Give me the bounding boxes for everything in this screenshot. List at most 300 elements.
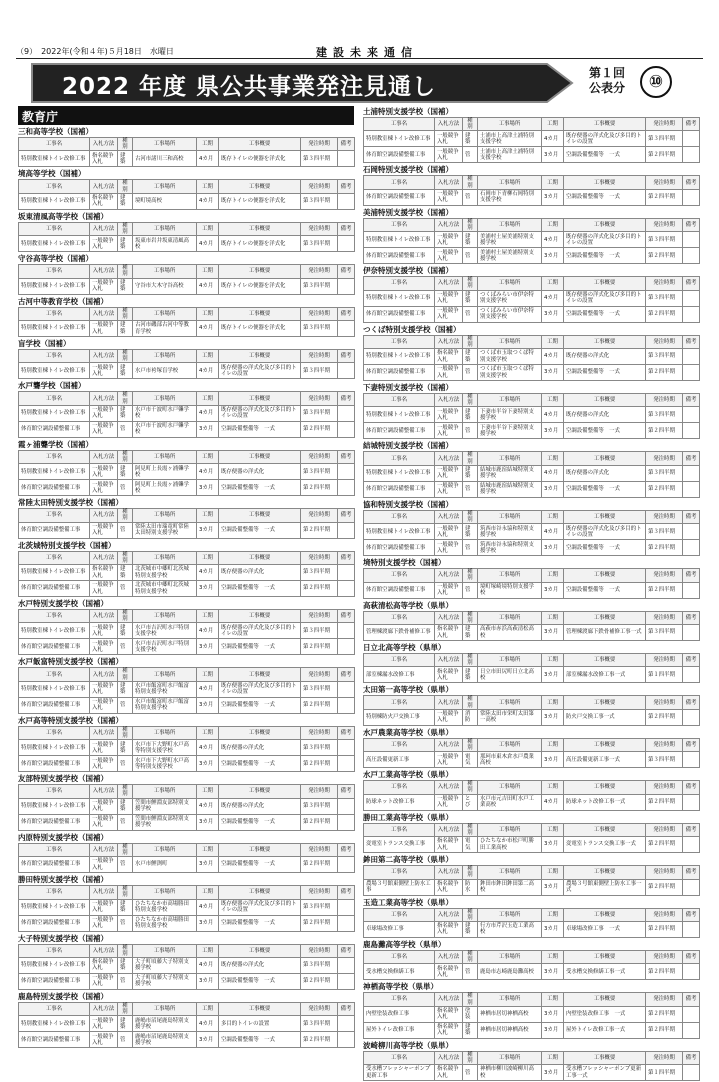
column-header: 備考 (683, 866, 700, 879)
column-header: 工期 (197, 138, 219, 151)
table-cell (338, 193, 355, 209)
column-header: 工事名 (19, 668, 90, 681)
column-header: 入札方法 (90, 307, 118, 320)
column-header: 発注時期 (301, 668, 338, 681)
column-header: 備考 (683, 654, 700, 667)
table-cell (683, 540, 700, 556)
column-header: 工事場所 (133, 450, 197, 463)
table-cell: 第３四半期 (301, 957, 338, 973)
table-cell: 一般競争入札 (90, 464, 118, 480)
table-cell: 4カ月 (542, 794, 564, 810)
table-cell: 第２四半期 (301, 581, 338, 597)
table-header-row (19, 843, 355, 856)
table-cell (683, 879, 700, 895)
table-cell: 管 (118, 581, 133, 597)
table-cell: 第２四半期 (301, 756, 338, 772)
table-cell (683, 481, 700, 497)
table-row (364, 189, 700, 205)
column-header: 備考 (338, 886, 355, 899)
table-cell: 3カ月 (542, 189, 564, 205)
table-cell: 下妻市半谷下妻特別支援学校 (478, 407, 542, 423)
column-header: 工事概要 (564, 866, 646, 879)
table-cell: 一般競争入札 (90, 1032, 118, 1048)
table-cell: つくばみらい市伊奈特別支援学校 (478, 306, 542, 322)
column-header: 備考 (338, 350, 355, 363)
column-header: 種別 (463, 781, 478, 794)
table-row (364, 837, 700, 853)
column-header: 備考 (683, 611, 700, 624)
column-header: 発注時期 (646, 569, 683, 582)
column-header: 種別 (463, 335, 478, 348)
table-cell (338, 973, 355, 989)
table-cell: 4カ月 (542, 232, 564, 248)
column-header: 発注時期 (646, 277, 683, 290)
table-cell: 一般競争入札 (90, 321, 118, 337)
column-header: 工事場所 (478, 510, 542, 523)
table-cell: 既存便器の洋式化及び多目的トイレの設置 (219, 363, 301, 379)
table-cell: 既存トイレの便器を洋式化 (219, 151, 301, 167)
school-heading: 協和特別支援学校（国補） (363, 499, 453, 509)
table-cell: 建築 (463, 465, 478, 481)
column-header: 工期 (542, 452, 564, 465)
table-cell: 空調設備整備等 一式 (564, 423, 646, 439)
table-row (19, 1016, 355, 1032)
table-cell: 第２四半期 (646, 189, 683, 205)
table-cell: 部室棟漏水改修工事一式 (564, 667, 646, 683)
table-cell: 一般競争入札 (90, 581, 118, 597)
table-cell: 常陸太田市瑞竜町常陸太田特別支援学校 (133, 522, 197, 538)
project-table (363, 865, 700, 895)
table-cell (338, 278, 355, 294)
column-header: 工事概要 (564, 510, 646, 523)
column-header: 工事概要 (219, 307, 301, 320)
table-cell: 空調設備整備等 一式 (219, 814, 301, 830)
issue-box (578, 64, 702, 102)
table-cell: 建築 (463, 232, 478, 248)
table-cell: 空調設備整備等 一式 (219, 639, 301, 655)
column-header: 入札方法 (90, 138, 118, 151)
column-header: 工期 (542, 176, 564, 189)
table-cell: 3カ月 (542, 837, 564, 853)
column-header: 種別 (118, 307, 133, 320)
table-cell: 受水槽フレッシャーポンプ更新工事 (364, 1065, 435, 1081)
table-cell: 第２四半期 (646, 582, 683, 598)
school-heading: 水戸聾学校（国補） (18, 381, 86, 391)
right-column (363, 106, 699, 1082)
school-heading: 神栖高等学校（県単） (363, 982, 438, 992)
table-cell: 一般競争入札 (90, 756, 118, 772)
school-heading: 三和高等学校（国補） (18, 127, 93, 136)
table-cell: 第１四半期 (646, 667, 683, 683)
column-header: 工期 (542, 569, 564, 582)
table-cell: 空調設備整備等 一式 (564, 147, 646, 163)
table-cell (683, 582, 700, 598)
column-header: 種別 (463, 950, 478, 963)
column-header: 発注時期 (301, 944, 338, 957)
column-header: 種別 (118, 551, 133, 564)
column-header: 工事概要 (564, 781, 646, 794)
table-cell (683, 423, 700, 439)
table-cell: 第３四半期 (301, 363, 338, 379)
column-header: 工期 (197, 265, 219, 278)
column-header: 工事名 (364, 696, 435, 709)
column-header: 工事場所 (478, 908, 542, 921)
table-cell: 指名競争入札 (90, 565, 118, 581)
table-cell: 第２四半期 (646, 423, 683, 439)
table-header-row (364, 394, 700, 407)
table-cell: 第２四半期 (301, 915, 338, 931)
column-header: 工事場所 (133, 843, 197, 856)
table-cell: 一般競争入札 (435, 290, 463, 306)
table-header-row (364, 1051, 700, 1064)
table-cell: 第３四半期 (301, 405, 338, 421)
table-cell (338, 814, 355, 830)
table-cell: 特別教室棟トイレ改修工事 (19, 278, 90, 294)
project-table (363, 1051, 700, 1081)
table-cell: 管 (463, 365, 478, 381)
project-table (18, 179, 355, 209)
school-heading: 古河中等教育学校（国補） (18, 296, 108, 306)
table-cell: 特別教室棟トイレ改修工事 (19, 405, 90, 421)
table-cell: 大子町頃藤大子特別支援学校 (133, 973, 197, 989)
table-cell: 水戸市吉沢町水戸特別支援学校 (133, 639, 197, 655)
column-header: 工事概要 (219, 785, 301, 798)
column-header: 備考 (683, 696, 700, 709)
column-header: 種別 (118, 668, 133, 681)
table-cell: 空調設備整備等 一式 (219, 522, 301, 538)
table-cell (683, 189, 700, 205)
school-heading: 水戸飯富特別支援学校（国補） (18, 657, 123, 667)
column-header: 工期 (197, 307, 219, 320)
table-cell: 3カ月 (542, 1006, 564, 1022)
table-cell: 管理棟渡廊下鉄骨補修工事 (364, 625, 435, 641)
table-cell (683, 1022, 700, 1038)
table-cell: 鹿嶋市沼尾鹿島特別支援学校 (133, 1032, 197, 1048)
project-table (18, 885, 355, 931)
department-heading: 教育庁 (18, 106, 354, 125)
table-cell: 一般競争入札 (435, 752, 463, 768)
column-header: 備考 (338, 1002, 355, 1015)
column-header: 工事名 (364, 277, 435, 290)
table-cell (683, 964, 700, 980)
table-header-row (364, 452, 700, 465)
column-header: 工事概要 (219, 392, 301, 405)
school-heading: 鉾田第二高等学校（県単） (363, 855, 453, 865)
table-cell: 一般競争入札 (435, 465, 463, 481)
column-header: 備考 (683, 738, 700, 751)
table-cell: 管 (118, 522, 133, 538)
table-cell: 4カ月 (197, 740, 219, 756)
table-row (364, 349, 700, 365)
table-row (364, 964, 700, 980)
column-header: 工事場所 (133, 392, 197, 405)
table-cell: 既存便器の洋式化 (219, 464, 301, 480)
table-cell: 美浦村土屋美浦特別支援学校 (478, 232, 542, 248)
table-cell: 水戸市下大野町水戸高等特別支援学校 (133, 740, 197, 756)
column-header: 工事概要 (564, 738, 646, 751)
table-cell: 筑西市谷永協和特別支援学校 (478, 524, 542, 540)
column-header: 備考 (683, 335, 700, 348)
column-header: 発注時期 (301, 551, 338, 564)
table-cell: 卓球場改修工事 一式 (564, 921, 646, 937)
column-header: 工事名 (19, 785, 90, 798)
table-cell: 既存便器の洋式化 (219, 740, 301, 756)
table-row (19, 973, 355, 989)
table-cell: 結城市鹿窪結城特別支援学校 (478, 465, 542, 481)
column-header: 工事概要 (219, 450, 301, 463)
banner-title: 2022 年度 県公共事業発注見通し (62, 74, 437, 100)
column-header: 工事概要 (564, 993, 646, 1006)
table-cell: 4カ月 (542, 290, 564, 306)
table-cell (338, 480, 355, 496)
column-header: 工事名 (364, 1051, 435, 1064)
table-cell: ひたちなか市高場勝田特別支援学校 (133, 915, 197, 931)
table-cell: 3カ月 (197, 756, 219, 772)
column-header: 備考 (338, 450, 355, 463)
project-table (363, 276, 700, 322)
table-cell: 一般競争入札 (435, 709, 463, 725)
table-row (364, 306, 700, 322)
table-cell: 特別教室棟トイレ改修工事 (19, 1016, 90, 1032)
table-cell: 第２四半期 (301, 480, 338, 496)
table-cell: 一般競争入札 (90, 681, 118, 697)
table-cell: 一般競争入札 (90, 522, 118, 538)
table-cell: 建築 (118, 193, 133, 209)
school-heading: 太田第一高等学校（県単） (363, 685, 453, 695)
column-header: 入札方法 (435, 510, 463, 523)
table-cell: 受水槽交換修繕工事 (364, 964, 435, 980)
column-header: 工期 (542, 277, 564, 290)
column-header: 工事名 (19, 509, 90, 522)
table-cell: 第２四半期 (646, 794, 683, 810)
left-column (18, 106, 354, 1049)
table-cell: 消防 (463, 709, 478, 725)
column-header: 発注時期 (301, 222, 338, 235)
column-header: 工期 (542, 823, 564, 836)
table-cell: 第３四半期 (301, 798, 338, 814)
project-table (363, 823, 700, 853)
column-header: 発注時期 (301, 509, 338, 522)
school-heading: 水戸農業高等学校（県単） (363, 727, 453, 737)
column-header: 入札方法 (435, 738, 463, 751)
project-table (18, 391, 355, 437)
table-cell: 建築 (463, 290, 478, 306)
column-header: 工期 (542, 118, 564, 131)
column-header: 工事名 (364, 510, 435, 523)
column-header: 工期 (542, 696, 564, 709)
column-header: 工期 (197, 392, 219, 405)
table-cell (683, 131, 700, 147)
table-header-row (19, 886, 355, 899)
column-header: 備考 (683, 823, 700, 836)
column-header: 工事場所 (478, 176, 542, 189)
column-header: 工事概要 (564, 654, 646, 667)
table-cell: 第３四半期 (646, 232, 683, 248)
column-header: 工期 (542, 394, 564, 407)
table-cell: 建築 (463, 625, 478, 641)
table-cell: 4カ月 (197, 957, 219, 973)
table-cell: 空調設備整備等 一式 (219, 756, 301, 772)
title-banner (32, 64, 572, 102)
table-cell (338, 957, 355, 973)
table-header-row (364, 908, 700, 921)
school-heading: 水戸特別支援学校（国補） (18, 599, 108, 609)
column-header: 工期 (542, 866, 564, 879)
table-cell (338, 857, 355, 873)
table-row (364, 1006, 700, 1022)
table-cell: 一般競争入札 (90, 278, 118, 294)
table-cell (338, 740, 355, 756)
table-header-row (19, 551, 355, 564)
table-cell: 第２四半期 (646, 964, 683, 980)
table-cell: 第３四半期 (301, 321, 338, 337)
table-cell: 鹿島市志崎鹿島灘高校 (478, 964, 542, 980)
table-row (364, 752, 700, 768)
table-cell: 4カ月 (542, 407, 564, 423)
table-header-row (19, 307, 355, 320)
table-cell: 特別教室棟トイレ改修工事 (364, 524, 435, 540)
table-cell: 特別教室棟トイレ改修工事 (19, 957, 90, 973)
column-header: 発注時期 (301, 610, 338, 623)
column-header: 発注時期 (301, 843, 338, 856)
project-table (18, 667, 355, 713)
table-cell: 指名競争入札 (90, 193, 118, 209)
table-cell: 防火戸交換工事一式 (564, 709, 646, 725)
table-row (19, 581, 355, 597)
column-header: 工事場所 (133, 551, 197, 564)
table-cell: 防水 (463, 879, 478, 895)
table-cell: 一般競争入札 (90, 363, 118, 379)
table-cell: 既存トイレの便器を洋式化 (219, 278, 301, 294)
table-cell: 3カ月 (197, 480, 219, 496)
table-cell: 第３四半期 (301, 151, 338, 167)
school-heading: 鹿島特別支援学校（国補） (18, 991, 108, 1001)
table-cell: 一般競争入札 (90, 1016, 118, 1032)
column-header: 入札方法 (90, 726, 118, 739)
table-header-row (364, 335, 700, 348)
table-row (19, 321, 355, 337)
table-cell: 管 (463, 248, 478, 264)
table-cell: 4カ月 (197, 681, 219, 697)
project-table (363, 335, 700, 381)
column-header: 工事場所 (478, 696, 542, 709)
table-cell: 一般競争入札 (90, 798, 118, 814)
column-header: 工事名 (364, 118, 435, 131)
column-header: 入札方法 (90, 392, 118, 405)
column-header: 入札方法 (435, 823, 463, 836)
column-header: 工期 (542, 510, 564, 523)
table-cell (338, 321, 355, 337)
school-heading: 下妻特別支援学校（国補） (363, 383, 453, 393)
table-cell: 一般競争入札 (90, 480, 118, 496)
project-table (18, 551, 355, 597)
table-cell: 管 (463, 964, 478, 980)
table-cell: 神栖市居切神栖高校 (478, 1022, 542, 1038)
table-cell: 坂東市岩井坂東清風高校 (133, 236, 197, 252)
column-header: 発注時期 (301, 726, 338, 739)
column-header: 工事場所 (478, 823, 542, 836)
table-cell: 一般競争入札 (435, 131, 463, 147)
table-cell: 第２四半期 (301, 857, 338, 873)
school-heading: 内原特別支援学校（国補） (18, 832, 108, 842)
table-cell: 4カ月 (542, 465, 564, 481)
table-cell: 第３四半期 (646, 625, 683, 641)
column-header: 備考 (683, 950, 700, 963)
table-cell: 管 (118, 814, 133, 830)
column-header: 発注時期 (301, 265, 338, 278)
table-cell: 空調設備整備等 一式 (219, 915, 301, 931)
table-cell: 建築 (118, 1016, 133, 1032)
table-cell: 高萩市赤浜高萩清松高校 (478, 625, 542, 641)
table-cell (683, 365, 700, 381)
table-cell: 第３四半期 (301, 899, 338, 915)
table-cell: つくば市玉取つくば特別支援学校 (478, 349, 542, 365)
table-cell: 第３四半期 (646, 131, 683, 147)
table-cell: 空調設備整備等 一式 (564, 365, 646, 381)
table-cell (683, 794, 700, 810)
table-cell: 第３四半期 (301, 236, 338, 252)
table-row (19, 193, 355, 209)
table-cell: 塗装 (463, 1006, 478, 1022)
column-header: 種別 (118, 726, 133, 739)
table-cell: 特別棟防火戸交換工事 (364, 709, 435, 725)
table-cell: 屋外トイレ改修工事一式 (564, 1022, 646, 1038)
column-header: 入札方法 (90, 180, 118, 193)
column-header: 備考 (338, 138, 355, 151)
column-header: 工期 (197, 222, 219, 235)
project-table (18, 222, 355, 252)
table-cell: 管 (463, 582, 478, 598)
table-row (19, 740, 355, 756)
column-header: 種別 (463, 908, 478, 921)
table-header-row (364, 218, 700, 231)
table-cell: 特別教室棟トイレ改修工事 (19, 151, 90, 167)
column-header: 工事名 (364, 738, 435, 751)
column-header: 備考 (338, 843, 355, 856)
table-cell: 受水槽フレッシャーポンプ更新工事一式 (564, 1065, 646, 1081)
table-cell (338, 915, 355, 931)
column-header: 備考 (683, 993, 700, 1006)
column-header: 発注時期 (646, 394, 683, 407)
table-cell: 変電室トランス交換工事一式 (564, 837, 646, 853)
table-cell: 建築 (118, 899, 133, 915)
column-header: 工事名 (364, 781, 435, 794)
column-header: 工事場所 (133, 350, 197, 363)
table-row (364, 481, 700, 497)
table-cell: 空調設備整備等 一式 (219, 480, 301, 496)
column-header: 入札方法 (90, 668, 118, 681)
project-table (363, 653, 700, 683)
table-cell: 一般競争入札 (90, 814, 118, 830)
column-header: 入札方法 (435, 866, 463, 879)
column-header: 工事概要 (219, 350, 301, 363)
table-cell: 3カ月 (542, 147, 564, 163)
table-row (364, 540, 700, 556)
table-cell: 空調設備整備等 一式 (219, 697, 301, 713)
table-cell: 4カ月 (197, 236, 219, 252)
column-header: 発注時期 (301, 138, 338, 151)
column-header: 発注時期 (646, 452, 683, 465)
table-cell: 第３四半期 (646, 349, 683, 365)
column-header: 工事場所 (133, 1002, 197, 1015)
column-header: 工期 (197, 551, 219, 564)
table-cell: 体育館空調設備整備工事 (19, 697, 90, 713)
column-header: 工事概要 (219, 509, 301, 522)
table-cell: 一般競争入札 (90, 405, 118, 421)
school-heading: 境特別支援学校（国補） (363, 558, 446, 568)
table-cell: 第３四半期 (301, 565, 338, 581)
column-header: 入札方法 (90, 509, 118, 522)
